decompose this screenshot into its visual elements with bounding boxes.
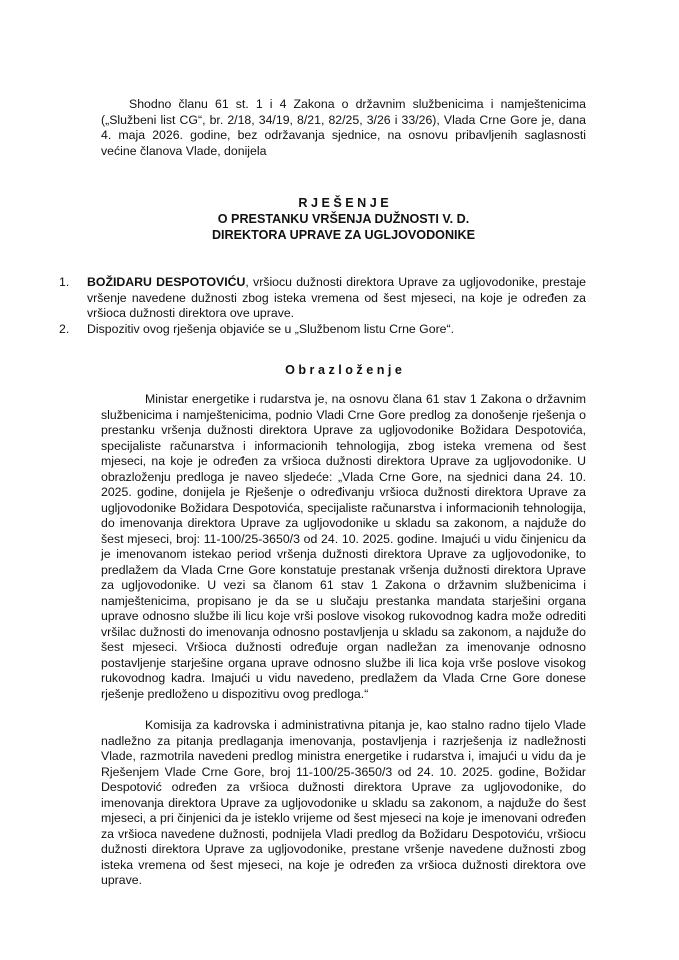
title-line-office: DIREKTORA UPRAVE ZA UGLJOVODONIKE bbox=[211, 228, 476, 242]
title-line-decision: R J E Š E N J E bbox=[298, 196, 389, 210]
decision-items bbox=[59, 275, 586, 337]
explanation-paragraph-1: Ministar energetike i rudarstva je, na osnovu člana 61 stav 1 Zakona o državnim službenicima i namještenicima, podnio Vladi Crne Gore predlog za donošenje rješenja o prestanku vršenja dužnosti direktora Uprave za ugljovodonike Božidara Despotovića, specijaliste računarstva i informacionih tehnologija, zbog isteka vremena od šest mjeseci, na koje je određen za vršioca dužnosti direktora Uprave za ugljovodonike. U obrazloženju predloga je naveo sljedeće: „Vlada Crne Gore, na sjednici dana 24. 10. 2025. godine, donijela je Rješenje o određivanju vršioca dužnosti direktora Uprave za ugljovodonike Božidara Despotovića, specijaliste računarstva i informacionih tehnologija, do imenovanja direktora Uprave za ugljovodonike u skladu sa zakonom, a najduže do šest mjeseci, broj: 11-100/25-3650/3 od 24. 10. 2025. godine. Imajući u vidu činjenicu da je imenovanom istekao period vršenja dužnosti direktora Uprave za ugljovodonike, to predlažem da Vlada Crne Gore konstatuje prestanak vršenja dužnosti direktora Uprave za ugljovodonike. U vezi sa članom 61 stav 1 Zakona o državnim službenicima i namještenicima, propisano je da se u slučaju prestanka mandata starješini organa uprave odnosno službe ili licu koje vrši poslove visokog rukovodnog kadra može odrediti vršilac dužnosti do imenovanja odnosno postavljenja u skladu sa zakonom, a najduže do šest mjeseci. Vršioca dužnosti određuje organ nadležan za imenovanje odnosno postavljenje starješine organa uprave odnosno službe ili lica koja vrše poslove visokog rukovodnog kadra. Imajući u vidu navedeno, predlažem da Vlada Crne Gore donese rješenje predloženo u dispozitivu ovog predloga.“ bbox=[101, 392, 586, 701]
intro-paragraph: Shodno članu 61 st. 1 i 4 Zakona o državnim službenicima i namještenicima („Službeni list CG“, br. 2/18, 34/19, 8/21, 82/25, 3/26 i 33/26), Vlada Crne Gore je, dana 4. maja 2026. godine, bez održavanja sjednice, na osnovu pribavljenih saglasnosti većine članova Vlade, donijela bbox=[101, 97, 586, 158]
explanation-paragraph-2: Komisija za kadrovska i administrativna pitanja je, kao stalno radno tijelo Vlade nadležno za pitanja predlaganja imenovanja, postavljenja i razrješenja iz nadležnosti Vlade, razmotrila navedeni predlog ministra energetike i rudarstva i, imajući u vidu da je Rješenjem Vlade Crne Gore, broj 11-100/25-3650/3 od 24. 10. 2025. godine, Božidar Despotović određen za vršioca dužnosti direktora Uprave za ugljovodonike, do imenovanja direktora Uprave za ugljovodonike u skladu sa zakonom, a najduže do šest mjeseci, a pri činjenici da je isteklo vrijeme od šest mjeseci na koje je imenovani određen za vršioca navedene dužnosti, podnijela Vladi predlog da Božidaru Despotoviću, vršiocu dužnosti direktora Uprave za ugljovodonike, prestane vršenje navedene dužnosti zbog isteka vremena od šest mjeseci, na koje je određen za vršioca dužnosti direktora ove uprave. bbox=[101, 718, 586, 887]
explanation-heading: O b r a z l o ž e n j e bbox=[285, 363, 402, 377]
decision-item-2 bbox=[59, 322, 586, 338]
item-text: Dispozitiv ovog rješenja objaviće se u „Službenom listu Crne Gore“. bbox=[87, 321, 455, 336]
item-text: , vršiocu dužnosti direktora Uprave za ugljovodonike, prestaje vršenje navedene dužnosti zbog isteka vremena od šest mjeseci, na koje je određen za vršioca dužnosti direktora ove uprave. bbox=[87, 275, 586, 320]
decision-item-1 bbox=[59, 275, 586, 322]
item-number: 1. bbox=[59, 275, 70, 289]
title-line-subject: O PRESTANKU VRŠENJA DUŽNOSTI V. D. bbox=[217, 212, 470, 226]
document-title bbox=[101, 195, 586, 243]
person-name: BOŽIDARU DESPOTOVIĆU bbox=[87, 275, 246, 289]
item-number: 2. bbox=[59, 321, 70, 336]
